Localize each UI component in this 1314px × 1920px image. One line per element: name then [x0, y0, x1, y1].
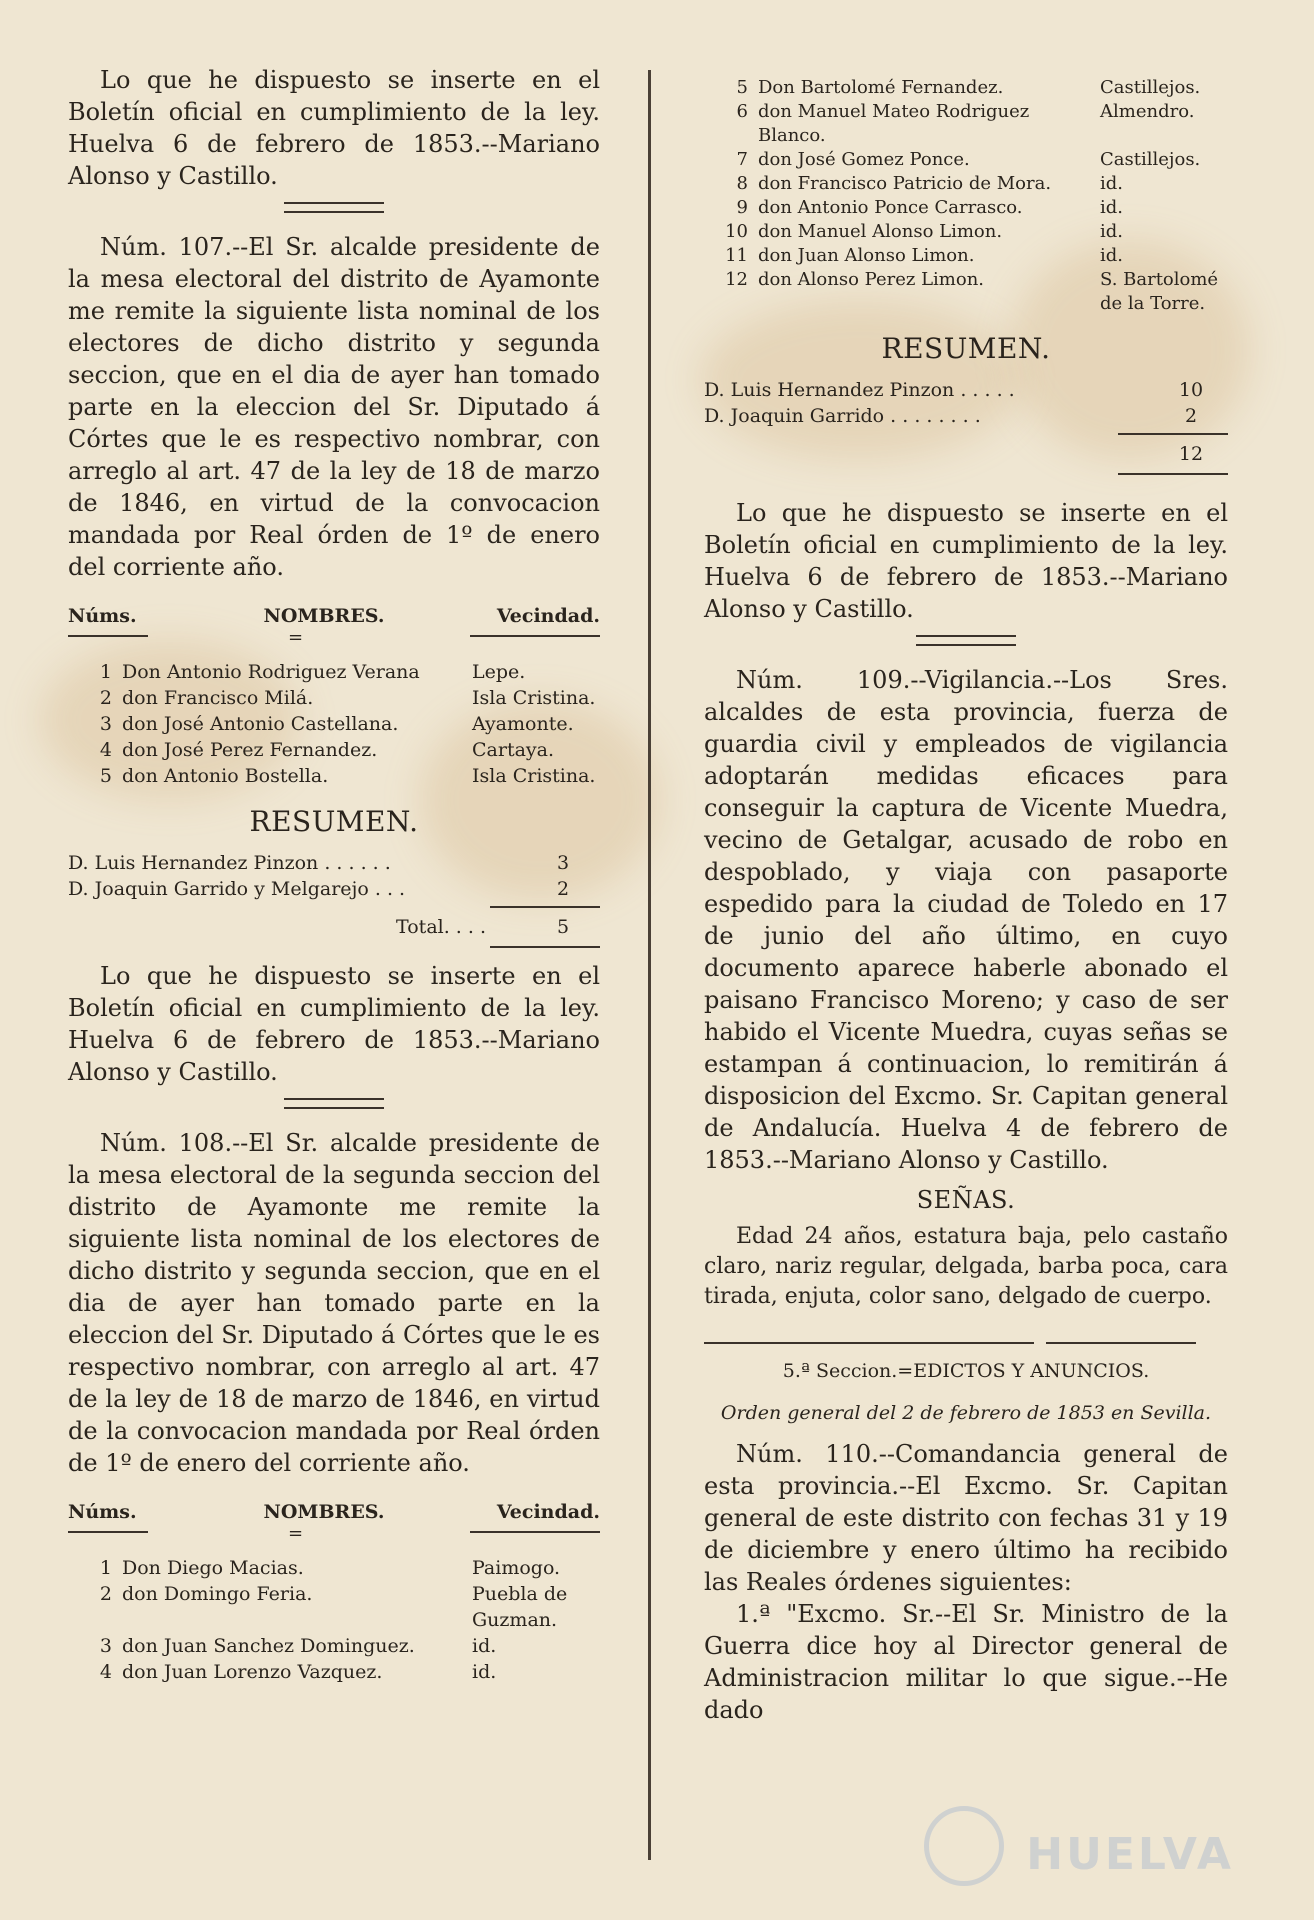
- list-item: 10 don Manuel Alonso Limon. id.: [725, 221, 1124, 242]
- list-item: 1 Don Antonio Rodriguez Verana Lepe.: [99, 661, 526, 683]
- library-seal-icon: [924, 1806, 1004, 1886]
- ornament-divider: [284, 1098, 384, 1109]
- header-rules: [68, 1523, 600, 1545]
- header-nums: Núms.: [68, 605, 137, 627]
- list-item: 3 don José Antonio Castellana. Ayamonte.: [99, 713, 574, 735]
- section-heading: 5.ª Seccion.=EDICTOS Y ANUNCIOS.: [782, 1360, 1150, 1382]
- list-item: 8 don Francisco Patricio de Mora. id.: [736, 173, 1124, 194]
- sum-rule: [490, 946, 600, 948]
- notice-paragraph: Lo que he dispuesto se inserte en el Boletín oficial en cumplimiento de la ley. Huelva 6 de febrero de 1853.--Mariano Alonso y Castillo.: [68, 962, 600, 1086]
- list-item: 2 don Francisco Milá. Isla Cristina.: [99, 687, 596, 709]
- orden-heading: Orden general del 2 de febrero de 1853 en Sevilla.: [720, 1402, 1212, 1424]
- left-column: [68, 64, 600, 1685]
- header-nums: Núms.: [68, 1501, 137, 1523]
- resumen-title: RESUMEN.: [881, 332, 1051, 365]
- senas-description: Edad 24 años, estatura baja, pelo castaño claro, nariz regular, delgada, barba poca, cara tirada, enjuta, color sano, delgado de cuerpo.: [704, 1224, 1228, 1309]
- column-divider: [648, 70, 651, 1860]
- list-item: 7 don José Gomez Ponce. Castillejos.: [736, 149, 1201, 170]
- list-item: 12 don Alonso Perez Limon. S. Bartolomé de la Torre.: [725, 269, 1219, 314]
- section-rules: [704, 1342, 1228, 1344]
- list-item: 5 Don Bartolomé Fernandez. Castillejos.: [736, 77, 1201, 98]
- list-item: 2 don Domingo Feria. Puebla de Guzman.: [99, 1583, 568, 1631]
- notice-109: Núm. 109.--Vigilancia.--Los Sres. alcaldes de esta provincia, fuerza de guardia civil y empleados de vigilancia adoptarán medidas eficaces para conseguir la captura de Vicente Muedra, vecino de Getalgar, acusado de robo en despoblado, y viaja con pasaporte espedido para la ciudad de Toledo en 17 de junio del año último, en cuyo documento aparece haberle abonado el paisano Francisco Moreno; y caso de ser habido el Vicente Muedra, cuyas señas se estampan á continuacion, lo remitirán á disposicion del Excmo. Sr. Capitan general de Andalucía. Huelva 4 de febrero de 1853.--Mariano Alonso y Castillo.: [704, 666, 1228, 1174]
- list-item: 6 don Manuel Mateo Rodriguez Blanco. Almendro.: [736, 101, 1195, 146]
- list-item: 4 don Juan Lorenzo Vazquez. id.: [99, 1661, 497, 1683]
- electors-list: [68, 1555, 600, 1685]
- sum-rule: [490, 906, 600, 908]
- resumen-row: D. Joaquin Garrido . . . . . . . . 2: [704, 405, 1198, 427]
- header-vecindad: Vecindad.: [496, 1501, 600, 1523]
- resumen-total: Total. . . . 5: [396, 916, 570, 938]
- table-header: [68, 605, 600, 627]
- header-nombres: NOMBRES.: [263, 1501, 385, 1523]
- resumen-total: 12: [1178, 443, 1204, 465]
- notice-108: Núm. 108.--El Sr. alcalde presidente de la mesa electoral de la segunda seccion del distrito de Ayamonte me remite la siguiente lista nominal de los electores de dicho distrito y segunda seccion, que en el dia de ayer han tomado parte en la eleccion del Sr. Diputado á Córtes que le es respectivo nombrar, con arreglo al art. 47 de la ley de 18 de marzo de 1846, en virtud de la convocacion mandada por Real órden de 1º de enero del corriente año.: [68, 1129, 600, 1477]
- senas-title: SEÑAS.: [916, 1186, 1016, 1214]
- notice-paragraph: Lo que he dispuesto se inserte en el Boletín oficial en cumplimiento de la ley. Huelva 6 de febrero de 1853.--Mariano Alonso y Castillo.: [68, 66, 600, 190]
- watermark: HUELVA: [1026, 1829, 1234, 1880]
- notice-110: Núm. 110.--Comandancia general de esta provincia.--El Excmo. Sr. Capitan general de este distrito con fechas 31 y 19 de diciembre y enero último ha recibido las Reales órdenes siguientes:: [704, 1440, 1228, 1596]
- list-item: 11 don Juan Alonso Limon. id.: [725, 245, 1124, 266]
- header-mark: =: [288, 1523, 304, 1544]
- header-rules: [68, 627, 600, 649]
- header-nombres: NOMBRES.: [263, 605, 385, 627]
- right-column: [704, 76, 1228, 1726]
- ornament-divider: [916, 635, 1016, 646]
- notice-110-continued: 1.ª "Excmo. Sr.--El Sr. Ministro de la Guerra dice hoy al Director general de Administracion militar lo que sigue.--He dado: [704, 1600, 1228, 1724]
- notice-107: Núm. 107.--El Sr. alcalde presidente de la mesa electoral del distrito de Ayamonte me remite la siguiente lista nominal de los electores de dicho distrito y segunda seccion, que en el dia de ayer han tomado parte en la eleccion del Sr. Diputado á Córtes que le es respectivo nombrar, con arreglo al art. 47 de la ley de 18 de marzo de 1846, en virtud de la convocacion mandada por Real órden de 1º de enero del corriente año.: [68, 233, 600, 581]
- list-item: 3 don Juan Sanchez Dominguez. id.: [99, 1635, 497, 1657]
- resumen-row: D. Joaquin Garrido y Melgarejo . . . 2: [68, 878, 570, 900]
- resumen-row: D. Luis Hernandez Pinzon . . . . . . 3: [68, 852, 570, 874]
- table-header: [68, 1501, 600, 1523]
- list-item: 1 Don Diego Macias. Paimogo.: [99, 1557, 561, 1579]
- list-item: 4 don José Perez Fernandez. Cartaya.: [99, 739, 555, 761]
- electors-list: [68, 659, 600, 789]
- resumen-row: D. Luis Hernandez Pinzon . . . . . 10: [704, 379, 1204, 401]
- sum-rule: [1118, 473, 1228, 475]
- list-item: 9 don Antonio Ponce Carrasco. id.: [736, 197, 1124, 218]
- resumen-title: RESUMEN.: [249, 805, 419, 838]
- electors-list-continued: [704, 76, 1228, 316]
- notice-paragraph: Lo que he dispuesto se inserte en el Boletín oficial en cumplimiento de la ley. Huelva 6 de febrero de 1853.--Mariano Alonso y Castillo.: [704, 499, 1228, 623]
- header-vecindad: Vecindad.: [496, 605, 600, 627]
- header-mark: =: [288, 627, 304, 648]
- ornament-divider: [284, 202, 384, 213]
- list-item: 5 don Antonio Bostella. Isla Cristina.: [99, 765, 596, 787]
- sum-rule: [1118, 433, 1228, 435]
